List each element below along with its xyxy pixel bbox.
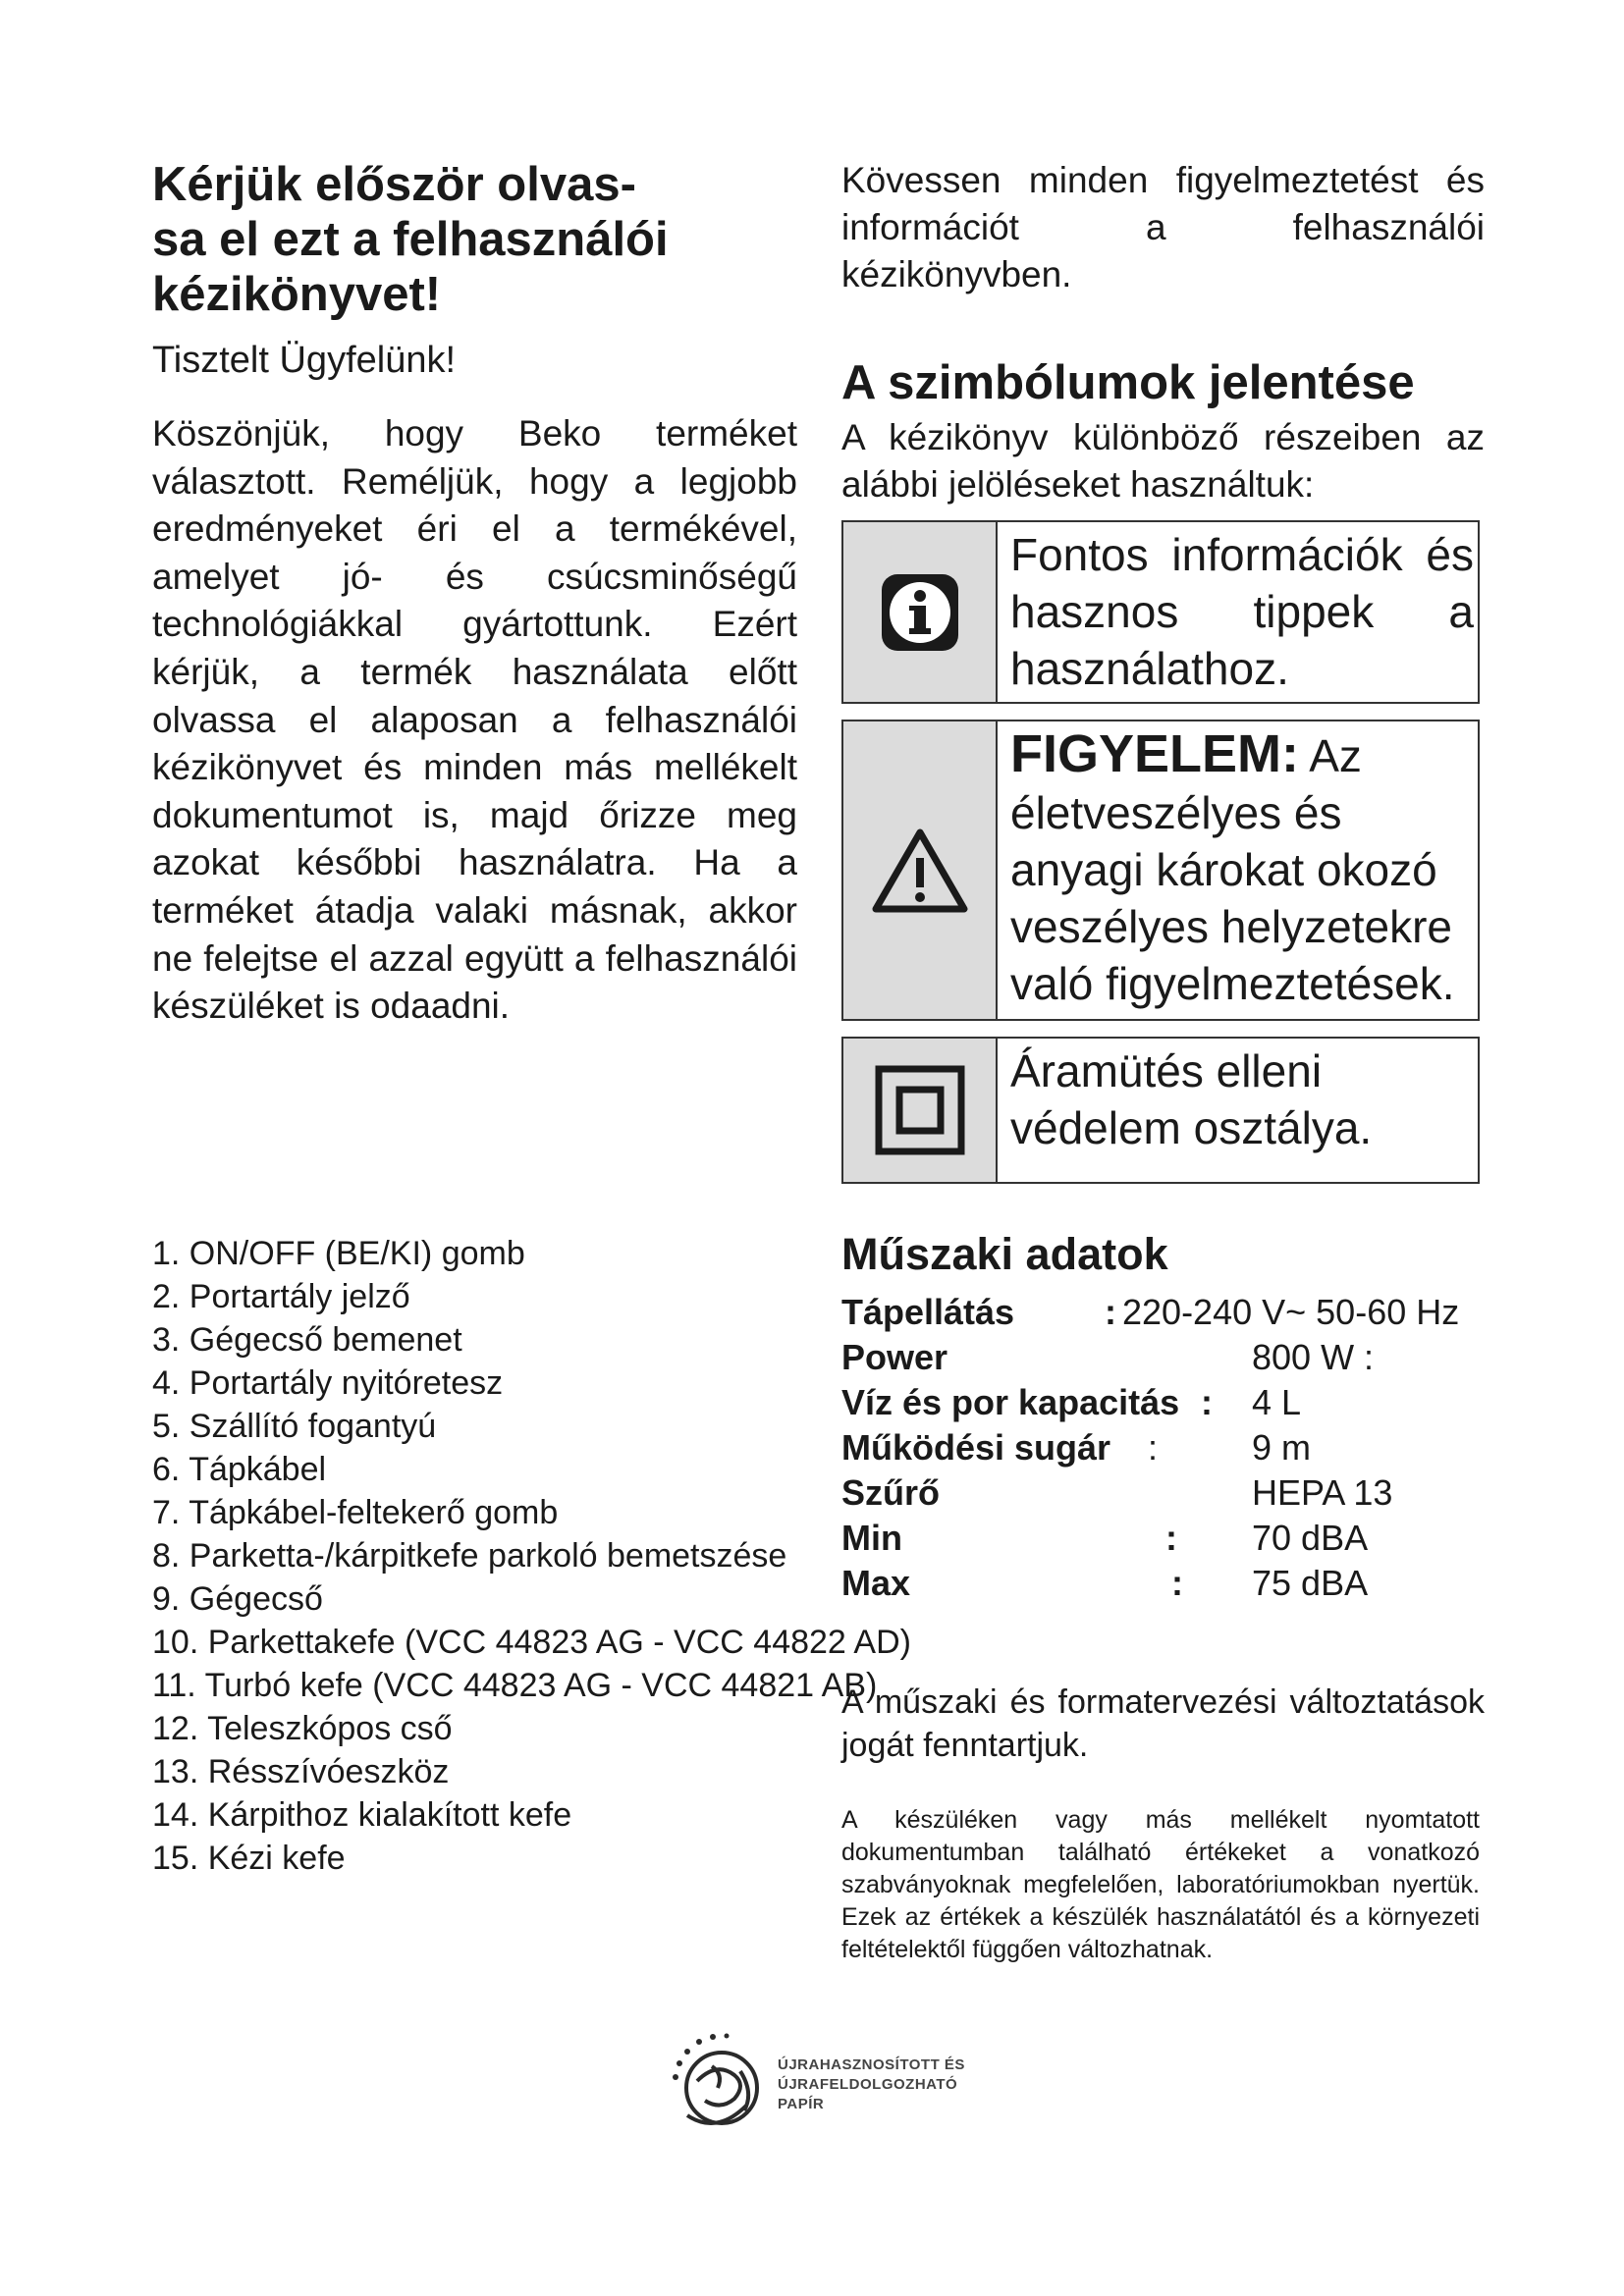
warning-description: Az életveszélyes és anyagi károkat okozó veszélyes helyzetekre való figyelmeztetések. [1010, 730, 1455, 1009]
parts-list-item: 12. Teleszkópos cső [152, 1710, 453, 1747]
parts-list-item: 6. Tápkábel [152, 1451, 327, 1488]
spec-label: Működési sugár [841, 1427, 1111, 1468]
spec-colon: : [1105, 1292, 1116, 1332]
symbols-intro: A kézikönyv különböző részeiben az alábbi jelöléseket használtuk: [841, 417, 1485, 505]
spec-label: Szűrő [841, 1472, 941, 1513]
intro-paragraph: Köszönjük, hogy Beko terméket választott. Reméljük, hogy a legjobb eredményeket éri el a termékével, amelyet jó- és csúcsminőségű technológiákkal gyártottunk. Ezért kérjük, a termék használata előtt olvassa el alaposan a felhasználói kézikönyvet és minden más mellékelt dokumentumot is, majd őrizze meg azokat későbbi használatra. Ha a terméket átadja valaki másnak, akkor ne felejtse el azzal együtt a felhasználói készüléket is odaadni. [152, 413, 797, 1027]
double-insulation-icon [843, 1039, 998, 1182]
fine-print: A készüléken vagy más mellékelt nyomtatott dokumentumban található értékeket a vonatkozó szabványoknak megfelelően, laboratóriumokban nyertük. Ezek az értékek a készülék használatától és a környezeti feltételektől függően változhatnak. [841, 1806, 1480, 1963]
spec-colon: : [1148, 1427, 1159, 1468]
logo-line: ÚJRAFELDOLGOZHATÓ [778, 2076, 958, 2093]
symbol-info-box [841, 520, 1480, 704]
page-title [152, 157, 797, 322]
title-line-2: sa el ezt a felhasználói [152, 213, 669, 266]
recycled-paper-label [778, 2056, 965, 2114]
parts-list [152, 1232, 911, 1880]
parts-list-item: 1. ON/OFF (BE/KI) gomb [152, 1235, 525, 1272]
parts-list-item: 10. Parkettakefe (VCC 44823 AG - VCC 44822 AD) [152, 1624, 911, 1661]
parts-list-item: 2. Portartály jelző [152, 1278, 410, 1315]
parts-list-item: 3. Gégecső bemenet [152, 1321, 462, 1359]
logo-line: PAPÍR [778, 2096, 825, 2112]
symbol-protection-box [841, 1037, 1480, 1184]
parts-list-item: 15. Kézi kefe [152, 1840, 346, 1877]
title-line-3: kézikönyvet! [152, 268, 442, 321]
spec-value: 4 L [1252, 1382, 1302, 1422]
spec-label: Víz és por kapacitás [841, 1382, 1180, 1422]
parts-list-item: 8. Parketta-/kárpitkefe parkoló bemetszése [152, 1537, 787, 1575]
spec-label: Max [841, 1563, 911, 1603]
intro-column [152, 157, 797, 1067]
symbols-column [841, 157, 1485, 545]
symbol-info-text: Fontos információk és hasznos tippek a használathoz. [1010, 529, 1474, 694]
info-icon [843, 522, 998, 702]
spec-value: 220-240 V~ 50-60 Hz [1122, 1292, 1460, 1332]
warning-intro: Kövessen minden figyelmeztetést és információt a felhasználói kézikönyvben. [841, 160, 1485, 294]
parts-list-item: 14. Kárpithoz kialakított kefe [152, 1796, 572, 1834]
logo-line: ÚJRAHASZNOSÍTOTT ÉS [778, 2056, 965, 2073]
spec-value: HEPA 13 [1252, 1472, 1393, 1513]
spec-value: 75 dBA [1252, 1563, 1369, 1603]
warning-label: FIGYELEM: [1010, 724, 1299, 783]
symbol-warning-text [1010, 725, 1474, 1012]
parts-list-item: 7. Tápkábel-feltekerő gomb [152, 1494, 559, 1531]
spec-label: Tápellátás [841, 1292, 1015, 1332]
spec-colon: : [1171, 1563, 1183, 1603]
spec-value: 9 m [1252, 1427, 1312, 1468]
spec-colon: : [1165, 1518, 1177, 1558]
spec-value: 800 W : [1252, 1337, 1375, 1377]
warning-icon [843, 721, 998, 1019]
parts-list-item: 9. Gégecső [152, 1580, 323, 1618]
parts-list-item: 4. Portartály nyitóretesz [152, 1364, 504, 1402]
greeting: Tisztelt Ügyfelünk! [152, 340, 457, 381]
title-line-1: Kérjük először olvas- [152, 158, 636, 211]
spec-colon: : [1201, 1382, 1213, 1422]
symbols-heading: A szimbólumok jelentése [841, 356, 1415, 409]
specs-heading: Műszaki adatok [841, 1229, 1168, 1279]
parts-list-item: 13. Résszívóeszköz [152, 1753, 450, 1790]
parts-list-item: 5. Szállító fogantyú [152, 1408, 437, 1445]
disclaimer: A műszaki és formatervezési változtatások jogát fenntartjuk. [841, 1683, 1485, 1764]
symbol-protection-text: Áramütés elleni védelem osztálya. [1010, 1045, 1373, 1153]
parts-list-item: 11. Turbó kefe (VCC 44823 AG - VCC 44821 AB) [152, 1667, 878, 1704]
symbol-warning-box [841, 720, 1480, 1021]
spec-label: Min [841, 1518, 902, 1558]
spec-label: Power [841, 1337, 948, 1377]
spec-value: 70 dBA [1252, 1518, 1369, 1558]
